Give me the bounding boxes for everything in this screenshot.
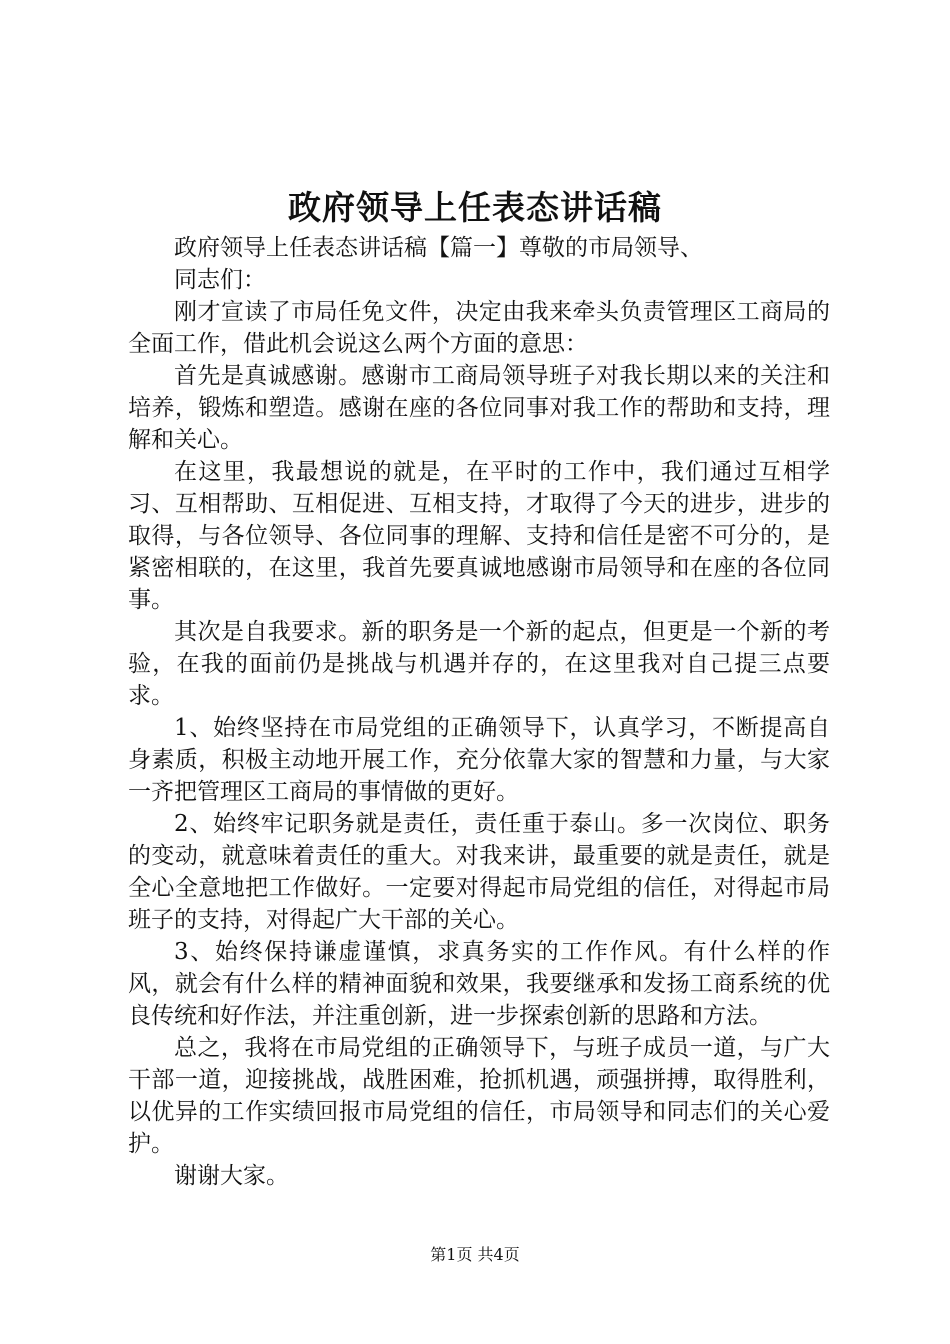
paragraph-conclusion: 总之，我将在市局党组的正确领导下，与班子成员一道，与广大干部一道，迎接挑战，战胜困难，抢抓机遇，顽强拼搏，取得胜利，以优异的工作实绩回报市局党组的信任，市局领导和同志们的关心爱护。	[128, 1035, 830, 1157]
paragraph-salutation: 同志们：	[174, 267, 266, 293]
paragraph-self-requirements: 其次是自我要求。新的职务是一个新的起点，但更是一个新的考验，在我的面前仍是挑战与机遇并存的，在这里我对自己提三点要求。	[128, 619, 830, 709]
paragraph-intro: 刚才宣读了市局任免文件，决定由我来牵头负责管理区工商局的全面工作，借此机会说这么两个方面的意思：	[128, 299, 830, 357]
paragraph-heading-line: 政府领导上任表态讲话稿【篇一】尊敬的市局领导、	[174, 235, 703, 261]
document-body	[128, 232, 830, 1192]
document-title: 政府领导上任表态讲话稿	[288, 188, 662, 227]
paragraph-requirement-2: 2、始终牢记职务就是责任，责任重于泰山。多一次岗位、职务的变动，就意味着责任的重大。对我来讲，最重要的就是责任，就是全心全意地把工作做好。一定要对得起市局党组的信任，对得起市局班子的支持，对得起广大干部的关心。	[128, 811, 830, 933]
paragraph-gratitude: 首先是真诚感谢。感谢市工商局领导班子对我长期以来的关注和培养，锻炼和塑造。感谢在座的各位同事对我工作的帮助和支持，理解和关心。	[128, 363, 830, 453]
paragraph-requirement-1: 1、始终坚持在市局党组的正确领导下，认真学习，不断提高自身素质，积极主动地开展工作，充分依靠大家的智慧和力量，与大家一齐把管理区工商局的事情做的更好。	[128, 715, 830, 805]
paragraph-thanks-detail: 在这里，我最想说的就是，在平时的工作中，我们通过互相学习、互相帮助、互相促进、互相支持，才取得了今天的进步，进步的取得，与各位领导、各位同事的理解、支持和信任是密不可分的，是紧密相联的，在这里，我首先要真诚地感谢市局领导和在座的各位同事。	[128, 459, 830, 613]
page-number-footer: 第1页 共4页	[430, 1245, 520, 1264]
paragraph-requirement-3: 3、始终保持谦虚谨慎，求真务实的工作作风。有什么样的作风，就会有什么样的精神面貌和效果，我要继承和发扬工商系统的优良传统和好作法，并注重创新，进一步探索创新的思路和方法。	[128, 939, 830, 1029]
paragraph-closing: 谢谢大家。	[174, 1163, 289, 1189]
